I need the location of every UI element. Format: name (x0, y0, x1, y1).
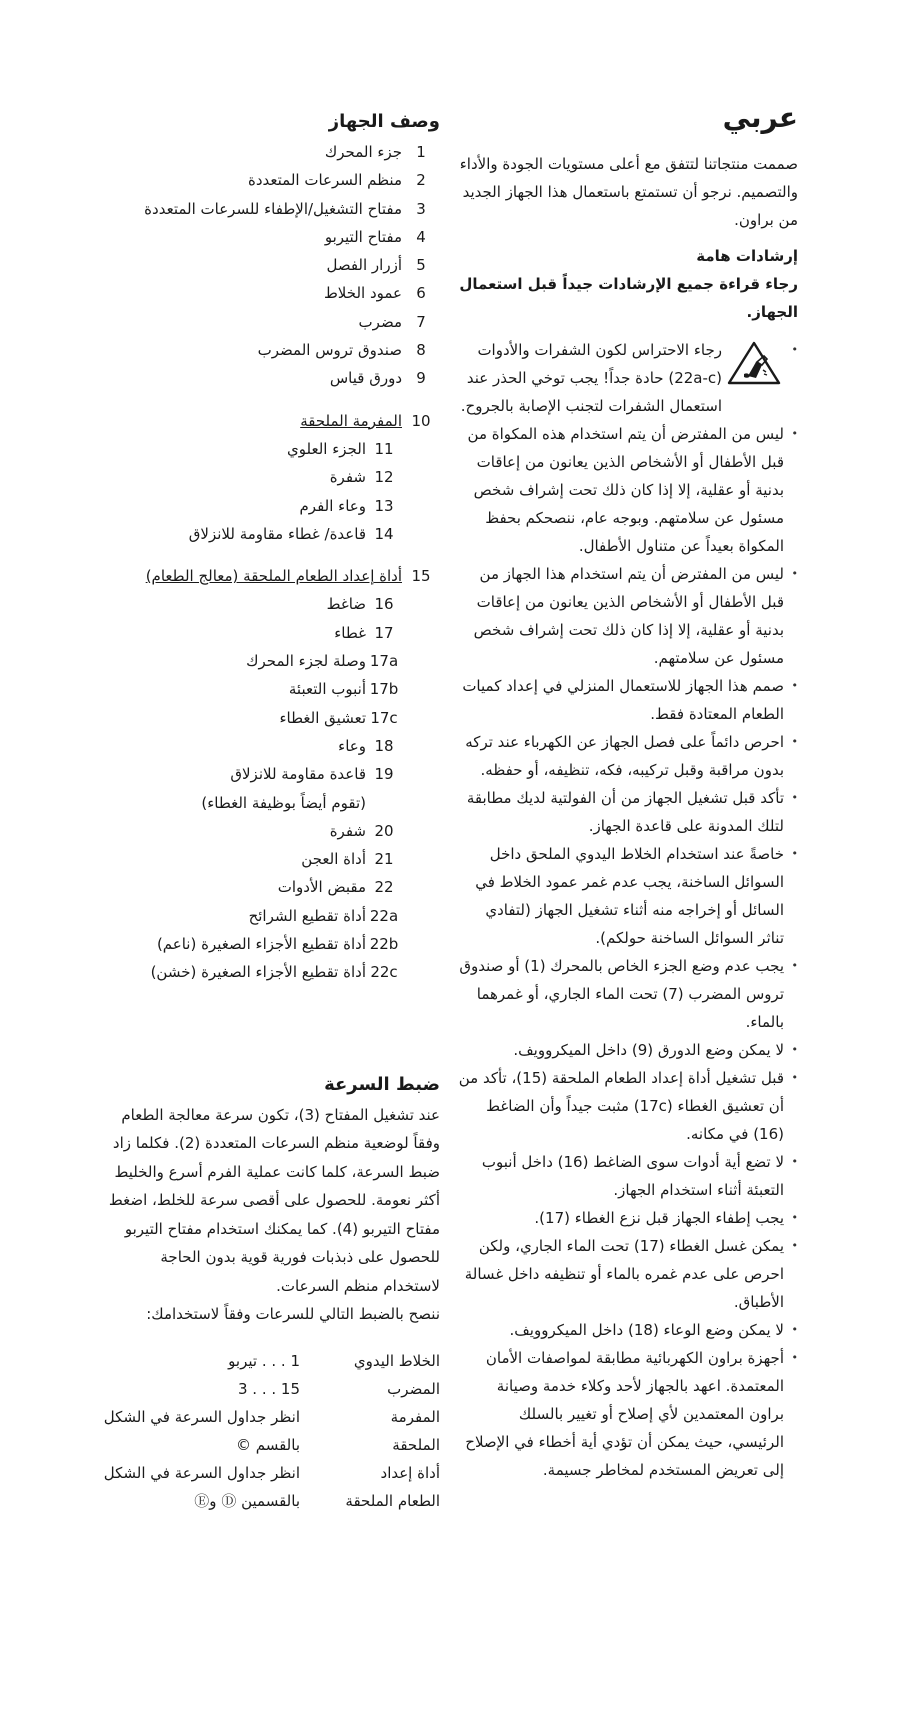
left-column (100, 108, 440, 1515)
part-item: 22مقبض الأدوات (277, 878, 394, 897)
part-item: 22aأداة تقطيع الشرائح (248, 906, 399, 925)
speed-table-appliance: المفرمة الملحقة (390, 1407, 440, 1454)
warning-item: • خاصةً عند استخدام الخلاط اليدوي الملحق داخل السوائل الساخنة، يجب عدم غمر عمود الخلاط في السائل أو إخراجه منه أثناء تشغيل الجهاز (لتفادي تناثر السوائل الساخنة حولكم). (458, 840, 798, 952)
important-instructions-title: إرشادات هامة (696, 247, 798, 265)
part-item: 17aوصلة لجزء المحرك (246, 652, 399, 671)
parts-list (100, 138, 440, 987)
speed-table-row (100, 1347, 440, 1375)
speed-table-value: 3 . . . 15 (237, 1379, 300, 1398)
warning-item: • أجهزة براون الكهربائية مطابقة لمواصفات الأمان المعتمدة. اعهد بالجهاز لأحد وكلاء خدمة وصيانة براون المعتمدين لأي إصلاح أو تغيير بالسلك الرئيسي، حيث يمكن أن تؤدي أية أخطاء في الإصلاح إلى تعريض المستخدم لمخاطر جسيمة. (458, 1344, 798, 1484)
part-item: 12شفرة (329, 468, 394, 487)
part-item: 7مضرب (358, 312, 426, 331)
part-item: 9دورق قياس (329, 369, 426, 388)
device-description-title: وصف الجهاز (328, 111, 440, 132)
speed-table-appliance: أداة إعداد الطعام الملحقة (345, 1463, 440, 1510)
speed-table-row (100, 1403, 440, 1459)
part-group-header: 15أداة إعداد الطعام الملحقة (معالج الطعام) (145, 567, 431, 586)
warning-item: • يجب عدم وضع الجزء الخاص بالمحرك (1) أو صندوق تروس المضرب (7) تحت الماء الجاري، أو غمرهما بالماء. (458, 952, 798, 1036)
speed-table-value: 1 . . . تيربو (228, 1351, 300, 1370)
warning-item: • لا يمكن وضع الوعاء (18) داخل الميكروويف. (458, 1316, 798, 1344)
part-item: 3مفتاح التشغيل/الإطفاء للسرعات المتعددة (144, 199, 426, 218)
speed-table-row (100, 1375, 440, 1403)
part-item-note: (تقوم أيضاً بوظيفة الغطاء) (201, 793, 366, 812)
part-item: 22bأداة تقطيع الأجزاء الصغيرة (ناعم) (156, 935, 399, 954)
part-item: 20شفرة (329, 821, 394, 840)
part-item: 11الجزء العلوي (287, 439, 394, 458)
part-item: 19قاعدة مقاومة للانزلاق (230, 765, 394, 784)
speed-table-appliance: المضرب (387, 1379, 440, 1398)
part-item: 14قاعدة/ غطاء مقاومة للانزلاق (188, 524, 394, 543)
language-title: عربي (722, 101, 798, 134)
part-item: 2منظم السرعات المتعددة (247, 171, 426, 190)
warning-item (458, 336, 798, 420)
warnings-list (458, 336, 798, 1484)
warning-text: رجاء الاحتراس لكون الشفرات والأدوات (22a-c) حادة جداً! يجب توخي الحذر عند استعمال الشفرات لتجنب الإصابة بالجروح. (460, 341, 722, 415)
warning-item: • لا يمكن وضع الدورق (9) داخل الميكروويف. (458, 1036, 798, 1064)
sharp-blade-warning-icon (726, 340, 782, 386)
warning-item: • احرص دائماً على فصل الجهاز عن الكهرباء عند تركه بدون مراقبة وقبل تركيبه، فكه، تنظيفه، أو حفظه. (458, 728, 798, 784)
speed-setting-title: ضبط السرعة (324, 1073, 440, 1095)
part-item: 18وعاء (338, 736, 394, 755)
warning-item: • ليس من المفترض أن يتم استخدام هذا الجهاز من قبل الأطفال أو الأشخاص الذين يعانون من إعاقات بدنية أو عقلية، إلا إذا كان ذلك تحت إشراف شخص مسئول عن سلامتهم. (458, 560, 798, 672)
part-item: 21أداة العجن (301, 850, 394, 869)
part-item: 22cأداة تقطيع الأجزاء الصغيرة (خشن) (150, 963, 398, 982)
part-item: 4مفتاح التيربو (324, 227, 426, 246)
warning-item: • يمكن غسل الغطاء (17) تحت الماء الجاري، ولكن احرص على عدم غمره بالماء أو تنظيفه داخل غسالة الأطباق. (458, 1232, 798, 1316)
speed-table-appliance: الخلاط اليدوي (353, 1351, 440, 1370)
right-column (458, 98, 798, 1484)
part-item: 17bأنبوب التعبئة (288, 680, 399, 699)
warning-item: • تأكد قبل تشغيل الجهاز من أن الفولتية لديك مطابقة لتلك المدونة على قاعدة الجهاز. (458, 784, 798, 840)
warning-item: • ليس من المفترض أن يتم استخدام هذه المكواة من قبل الأطفال أو الأشخاص الذين يعانون من إعاقات بدنية أو عقلية، إلا إذا كان ذلك تحت إشراف شخص مسئول عن سلامتهم. وبوجه عام، ننصحكم بحفظ المكواة بعيداً عن متناول الأطفال. (458, 420, 798, 560)
part-item: 17غطاء (334, 623, 394, 642)
speed-table-value: انظر جداول السرعة في الشكل بالقسم © (103, 1407, 300, 1454)
speed-table (100, 1347, 440, 1515)
warning-item: • صمم هذا الجهاز للاستعمال المنزلي في إعداد كميات الطعام المعتادة فقط. (458, 672, 798, 728)
speed-table-value: انظر جداول السرعة في الشكل بالقسمين Ⓓ وⒺ (103, 1463, 300, 1510)
part-item: 6عمود الخلاط (323, 284, 426, 303)
speed-table-row (100, 1459, 440, 1515)
part-item: 1جزء المحرك (324, 143, 426, 161)
speed-setting-body: عند تشغيل المفتاح (3)، تكون سرعة معالجة الطعام وفقاً لوضعية منظم السرعات المتعددة (2). فكلما زاد ضبط السرعة، كلما كانت عملية الفرم أسرع والخليط أكثر نعومة. للحصول على أقصى سرعة للخلط، اضغط مفتاح التيربو (4). كما يمكنك استخدام مفتاح التيربو للحصول على ذبذبات فورية قوية بدون الحاجة لاستخدام منظم السرعات. (108, 1105, 440, 1295)
part-item: 5أزرار الفصل (326, 256, 426, 275)
warning-item: • قبل تشغيل أداة إعداد الطعام الملحقة (15)، تأكد من أن تعشيق الغطاء (17c) مثبت جيداً وأن الضاغط (16) في مكانه. (458, 1064, 798, 1148)
part-item: 13وعاء الفرم (299, 496, 394, 515)
part-item: 17cتعشيق الغطاء (279, 708, 398, 727)
part-item: 8صندوق تروس المضرب (257, 341, 426, 360)
warning-item: • يجب إطفاء الجهاز قبل نزع الغطاء (17). (458, 1204, 798, 1232)
part-item: 16ضاغط (326, 595, 394, 614)
part-group-header: 10المفرمة الملحقة (300, 411, 431, 430)
warning-item: • لا تضع أية أدوات سوى الضاغط (16) داخل أنبوب التعبئة أثناء استخدام الجهاز. (458, 1148, 798, 1204)
intro-paragraph: صممت منتجاتنا لتتفق مع أعلى مستويات الجودة والأداء والتصميم. نرجو أن تستمتع باستعمال هذا الجهاز الجديد من براون. (459, 155, 798, 229)
speed-recommendation: ننصح بالضبط التالي للسرعات وفقاً لاستخدامك: (146, 1305, 440, 1324)
important-instructions-subtitle: رجاء قراءة جميع الإرشادات جيداً قبل استعمال الجهاز. (459, 275, 798, 321)
